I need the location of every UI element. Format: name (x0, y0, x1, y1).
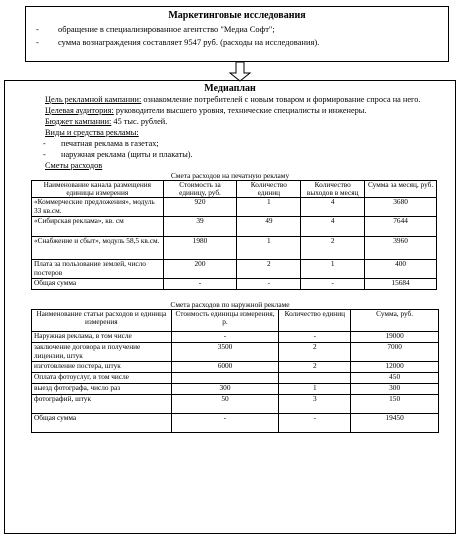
mediaplan-title: Медиаплан (204, 83, 256, 94)
table-cell: 49 (237, 217, 301, 237)
table2-caption: Смета расходов по наружной рекламе (170, 300, 290, 309)
table-cell: «Коммерческие предложения», модуль 33 кв.см. (32, 198, 164, 217)
table-cell: 7000 (351, 343, 439, 362)
table-cell: 3960 (365, 237, 437, 260)
table-cell: 1 (301, 260, 365, 279)
table-cell: 450 (351, 373, 439, 384)
research-list (26, 23, 448, 49)
print-ads-table (31, 180, 437, 290)
table-cell: 2 (279, 343, 351, 362)
table1-caption: Смета расходов на печатную рекламу (170, 171, 290, 180)
table-cell: 3500 (171, 343, 279, 362)
research-item: - сумма вознаграждения составляет 9547 руб. (расходы на исследования). (36, 37, 320, 47)
table-cell: 3 (279, 395, 351, 414)
table-cell: - (171, 332, 279, 343)
table-cell: 1 (237, 198, 301, 217)
table-row (32, 362, 439, 373)
table-cell: изготовление постера, штук (32, 362, 172, 373)
table-cell: 39 (163, 217, 237, 237)
table-row (32, 395, 439, 414)
down-arrow-icon (229, 62, 251, 82)
table-cell: 2 (279, 362, 351, 373)
table-cell: фотографий, штук (32, 395, 172, 414)
column-header: Количество единиц (237, 181, 301, 198)
table-cell: 6000 (171, 362, 279, 373)
table-cell: заключение договора и получение лицензии, штук (32, 343, 172, 362)
column-header: Стоимость единицы измерения, р. (171, 310, 279, 332)
column-header: Количество выходов в месяц (301, 181, 365, 198)
table-row (32, 237, 437, 260)
table-cell: Общая сумма (32, 414, 172, 433)
table-row (32, 373, 439, 384)
goal-paragraph: Цель рекламной кампании: ознакомление потребителей с новым товаром и формирование спроса на него. (45, 95, 421, 104)
table-row (32, 414, 439, 433)
table-cell: 12000 (351, 362, 439, 373)
table-cell: 50 (171, 395, 279, 414)
table-cell: выезд фотографа, число раз (32, 384, 172, 395)
table-row (32, 332, 439, 343)
table-cell: - (279, 332, 351, 343)
table-cell: 300 (351, 384, 439, 395)
table-cell: 4 (301, 217, 365, 237)
table-cell: 920 (163, 198, 237, 217)
table-cell: Общая сумма (32, 279, 164, 290)
table-cell: 19450 (351, 414, 439, 433)
table-cell: 150 (351, 395, 439, 414)
research-box (25, 6, 449, 62)
table-cell: 300 (171, 384, 279, 395)
types-heading: Виды и средства рекламы: (45, 128, 139, 137)
research-item: - обращение в специализированное агентство "Медиа Софт"; (36, 24, 275, 34)
table-row (32, 384, 439, 395)
table-cell: 1 (279, 384, 351, 395)
types-list (5, 138, 455, 160)
table-cell: Оплата фотоуслуг, в том числе (32, 373, 172, 384)
table-cell: «Сибирская реклама», кв. см (32, 217, 164, 237)
types-item: - наружная реклама (щиты и плакаты). (43, 150, 193, 159)
table-cell: - (237, 279, 301, 290)
table-cell (279, 373, 351, 384)
table-cell: Наружная реклама, в том числе (32, 332, 172, 343)
types-item: - печатная реклама в газетах; (43, 139, 159, 148)
research-title: Маркетинговые исследования (168, 10, 306, 21)
table-cell: 3680 (365, 198, 437, 217)
budget-paragraph: Бюджет кампании: 45 тыс. рублей. (45, 117, 168, 126)
column-header: Сумма, руб. (351, 310, 439, 332)
table-row (32, 343, 439, 362)
table-cell: 200 (163, 260, 237, 279)
estimates-heading: Сметы расходов (45, 161, 103, 170)
table-cell (171, 373, 279, 384)
mediaplan-box (4, 80, 456, 534)
outdoor-ads-table (31, 309, 439, 433)
table-row (32, 260, 437, 279)
table-row (32, 279, 437, 290)
table-cell: 19000 (351, 332, 439, 343)
table-cell: Плата за пользование землей, число постеров (32, 260, 164, 279)
column-header: Количество единиц (279, 310, 351, 332)
table-row (32, 217, 437, 237)
column-header: Стоимость за единицу, руб. (163, 181, 237, 198)
table-cell: 7644 (365, 217, 437, 237)
audience-paragraph: Целевая аудитория: руководители высшего уровня, технические специалисты и инженеры. (45, 106, 367, 115)
table-cell: 4 (301, 198, 365, 217)
table-cell: - (279, 414, 351, 433)
table-cell: 15684 (365, 279, 437, 290)
table-cell: 2 (237, 260, 301, 279)
column-header: Наименование статьи расходов и единица измерения (32, 310, 172, 332)
column-header: Сумма за месяц, руб. (365, 181, 437, 198)
table-cell: - (171, 414, 279, 433)
table-cell: 1980 (163, 237, 237, 260)
table-cell: - (301, 279, 365, 290)
table-header-row (32, 181, 437, 198)
table-cell: 1 (237, 237, 301, 260)
table-row (32, 198, 437, 217)
table-cell: 2 (301, 237, 365, 260)
column-header: Наименование канала размещения единицы измерения (32, 181, 164, 198)
table-cell: «Снабжение и сбыт», модуль 58,5 кв.см. (32, 237, 164, 260)
table-header-row (32, 310, 439, 332)
table-cell: 400 (365, 260, 437, 279)
table-cell: - (163, 279, 237, 290)
